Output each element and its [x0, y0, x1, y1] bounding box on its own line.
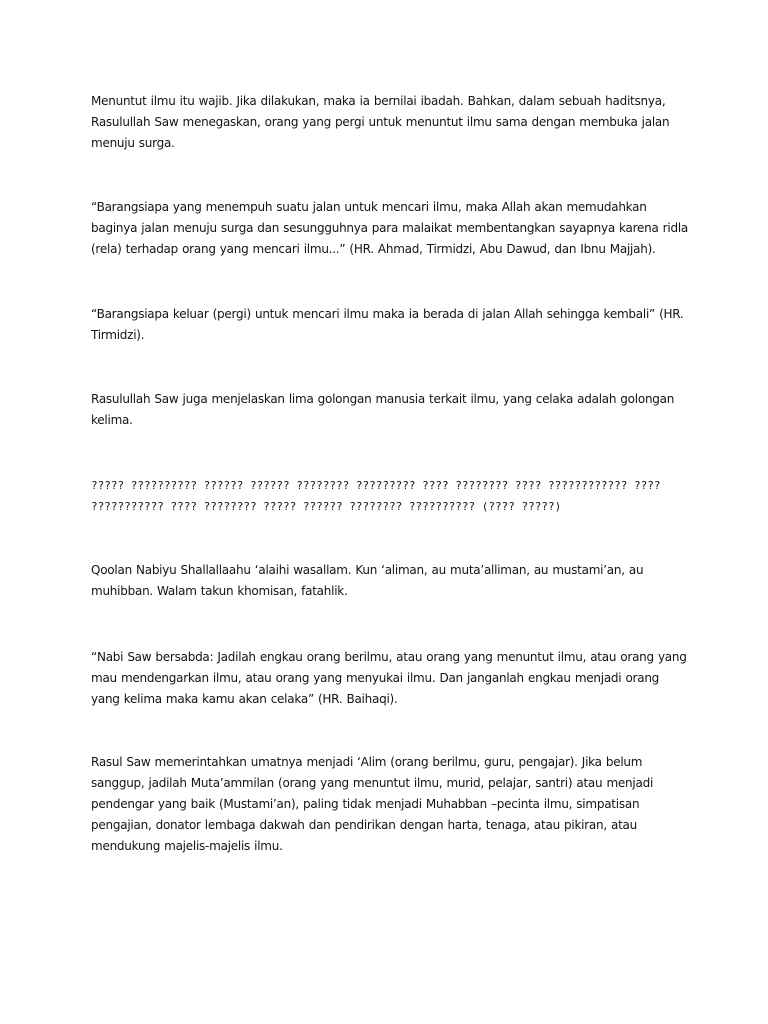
paragraph-translation: “Nabi Saw bersabda: Jadilah engkau orang berilmu, atau orang yang menuntut ilmu, atau orang yang mau mendengarkan ilmu, atau orang yang menyukai ilmu. Dan janganlah engkau menjadi orang yang kelima maka kamu akan celaka” (HR. Baihaqi). — [91, 650, 687, 706]
paragraph-intro: Menuntut ilmu itu wajib. Jika dilakukan, maka ia bernilai ibadah. Bahkan, dalam sebuah haditsnya, Rasulullah Saw menegaskan, orang yang pergi untuk menuntut ilmu sama dengan membuka jalan menuju surga. — [91, 94, 670, 150]
paragraph-hadith-quote-2: “Barangsiapa keluar (pergi) untuk mencari ilmu maka ia berada di jalan Allah sehingga kembali” (HR. Tirmidzi). — [91, 307, 684, 342]
paragraph-arabic-placeholder: ????? ?????????? ?????? ?????? ???????? ????????? ???? ???????? ???? ???????????? ???? ??????????? ???? ???????? ????? ?????? ???????? ?????????? (???? ?????) — [91, 479, 661, 513]
paragraph-transliteration: Qoolan Nabiyu Shallallaahu ‘alaihi wasallam. Kun ‘aliman, au muta’alliman, au mustami’an, au muhibban. Walam takun khomisan, fatahlik. — [91, 563, 644, 598]
paragraph-five-groups: Rasulullah Saw juga menjelaskan lima golongan manusia terkait ilmu, yang celaka adalah golongan kelima. — [91, 392, 675, 427]
paragraph-hadith-quote-1: “Barangsiapa yang menempuh suatu jalan untuk mencari ilmu, maka Allah akan memudahkan baginya jalan menuju surga dan sesungguhnya para malaikat membentangkan sayapnya karena ridla (rela) terhadap orang yang mencari ilmu...” (HR. Ahmad, Tirmidzi, Abu Dawud, dan Ibnu Majjah). — [91, 200, 689, 256]
paragraph-conclusion: Rasul Saw memerintahkan umatnya menjadi ‘Alim (orang berilmu, guru, pengajar). Jika belum sanggup, jadilah Muta’ammilan (orang yang menuntut ilmu, murid, pelajar, santri) atau menjadi pendengar yang baik (Mustami’an), paling tidak menjadi Muhabban –pecinta ilmu, simpatisan pengajian, donator lembaga dakwah dan pendirikan dengan harta, tenaga, atau pikiran, atau mendukung majelis-majelis ilmu. — [91, 755, 654, 853]
